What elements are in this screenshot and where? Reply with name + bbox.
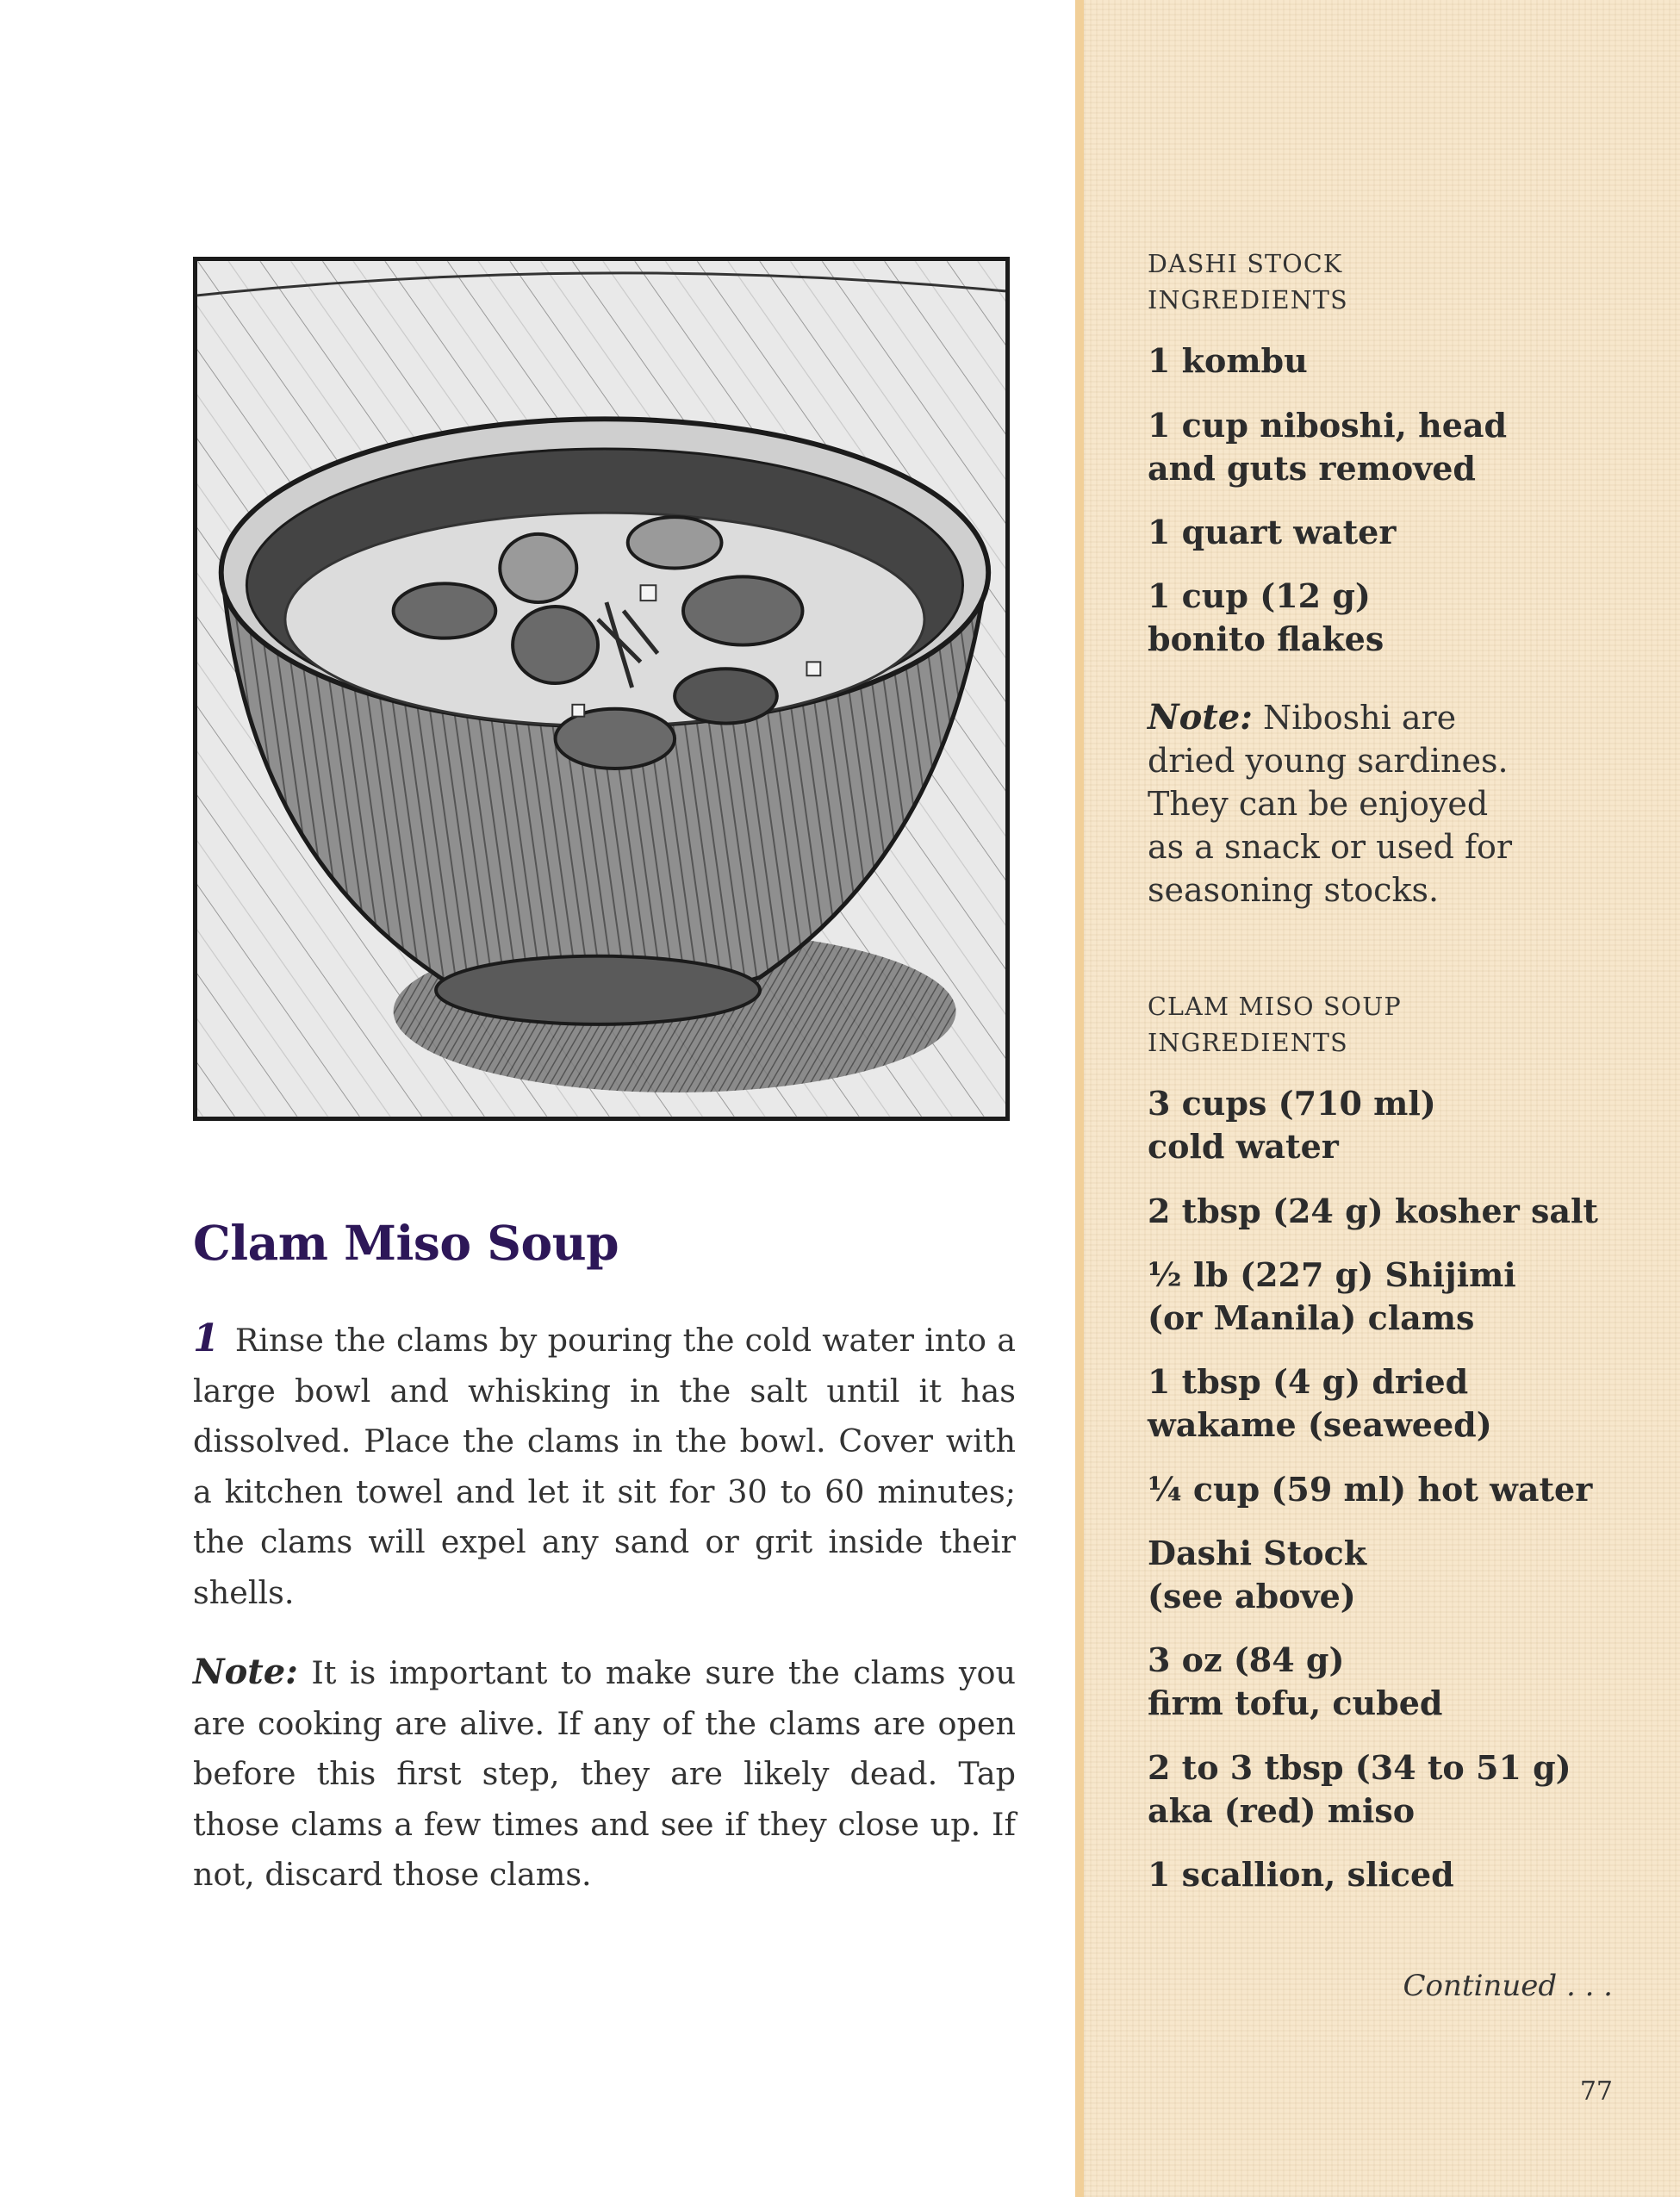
ingredient-line: ¼ cup (59 ml) hot water (1148, 1470, 1593, 1509)
soup-illustration (193, 257, 1010, 1121)
note-text: It is important to make sure the clams you are cooking are alive. If any of the clams are open before this first step, they are likely dead. Tap those clams a few times and see if they close up. If not, discard those clams. (193, 1654, 1016, 1893)
ingredient-item (1148, 404, 1664, 490)
ingredient-item (1148, 339, 1664, 383)
ingredient-line: 1 quart water (1148, 513, 1397, 551)
continued-label: Continued . . . (1403, 1969, 1613, 2003)
ingredient-line: (see above) (1148, 1577, 1356, 1615)
ingredient-item (1148, 575, 1664, 661)
ingredient-line: bonito flakes (1148, 619, 1384, 658)
ingredient-item (1148, 1853, 1664, 1896)
ingredient-item (1148, 1639, 1664, 1725)
ingredient-line: 2 to 3 tbsp (34 to 51 g) (1148, 1748, 1571, 1787)
ingredient-line: (or Manila) clams (1148, 1298, 1475, 1337)
dashi-heading-line2: INGREDIENTS (1148, 286, 1348, 314)
note-line: seasoning stocks. (1148, 871, 1440, 909)
recipe-title: Clam Miso Soup (193, 1215, 619, 1271)
dashi-heading-line1: DASHI STOCK (1148, 250, 1343, 278)
ingredient-item (1148, 1532, 1664, 1618)
note-line: as a snack or used for (1148, 828, 1513, 866)
clam-heading-line1: CLAM MISO SOUP (1148, 993, 1402, 1021)
note-line: They can be enjoyed (1148, 785, 1489, 823)
note-label: Note: (1148, 697, 1253, 738)
ingredient-item (1148, 1254, 1664, 1340)
note-label: Note: (193, 1652, 298, 1692)
ingredient-line: 1 kombu (1148, 341, 1308, 380)
ingredient-line: cold water (1148, 1127, 1339, 1166)
step-1-text: Rinse the clams by pouring the cold water into a large bowl and whisking in the salt until it has dissolved. Place the clams in the bowl. Cover with a kitchen towel and let it sit for 30 to 60 minutes; the clams will expel any sand or grit inside their shells. (193, 1322, 1016, 1611)
ingredient-line: wakame (seaweed) (1148, 1405, 1492, 1444)
ingredient-line: firm tofu, cubed (1148, 1684, 1443, 1722)
page-number: 77 (1579, 2076, 1613, 2107)
ingredient-item (1148, 1360, 1664, 1447)
ingredient-line: 3 cups (710 ml) (1148, 1084, 1436, 1123)
ingredient-line: 1 cup (12 g) (1148, 576, 1371, 615)
ingredient-line: aka (red) miso (1148, 1791, 1416, 1830)
clam-heading-line2: INGREDIENTS (1148, 1029, 1348, 1057)
niboshi-note (1148, 696, 1544, 912)
ingredient-line: 1 scallion, sliced (1148, 1855, 1454, 1894)
bowl-drawing (197, 261, 1005, 1117)
note-line: Niboshi are (1263, 699, 1457, 737)
ingredient-line: 3 oz (84 g) (1148, 1640, 1345, 1679)
step-number: 1 (193, 1316, 220, 1360)
ingredients-sidebar (1075, 0, 1680, 2197)
ingredient-line: ½ lb (227 g) Shijimi (1148, 1255, 1516, 1294)
ingredient-line: 1 cup niboshi, head (1148, 406, 1508, 445)
ingredient-line: and guts removed (1148, 449, 1477, 488)
ingredient-line: 2 tbsp (24 g) kosher salt (1148, 1192, 1598, 1230)
ingredient-item (1148, 1746, 1664, 1833)
ingredient-item (1148, 1190, 1664, 1233)
note-line: dried young sardines. (1148, 742, 1509, 780)
dashi-heading (1148, 246, 1492, 319)
ingredient-line: 1 tbsp (4 g) dried (1148, 1362, 1469, 1401)
clam-note (193, 1647, 1016, 1901)
ingredient-item (1148, 511, 1664, 554)
clam-heading (1148, 989, 1492, 1061)
ingredient-item (1148, 1468, 1664, 1511)
ingredient-line: Dashi Stock (1148, 1534, 1367, 1572)
ingredient-item (1148, 1082, 1664, 1168)
step-1 (193, 1314, 1016, 1618)
